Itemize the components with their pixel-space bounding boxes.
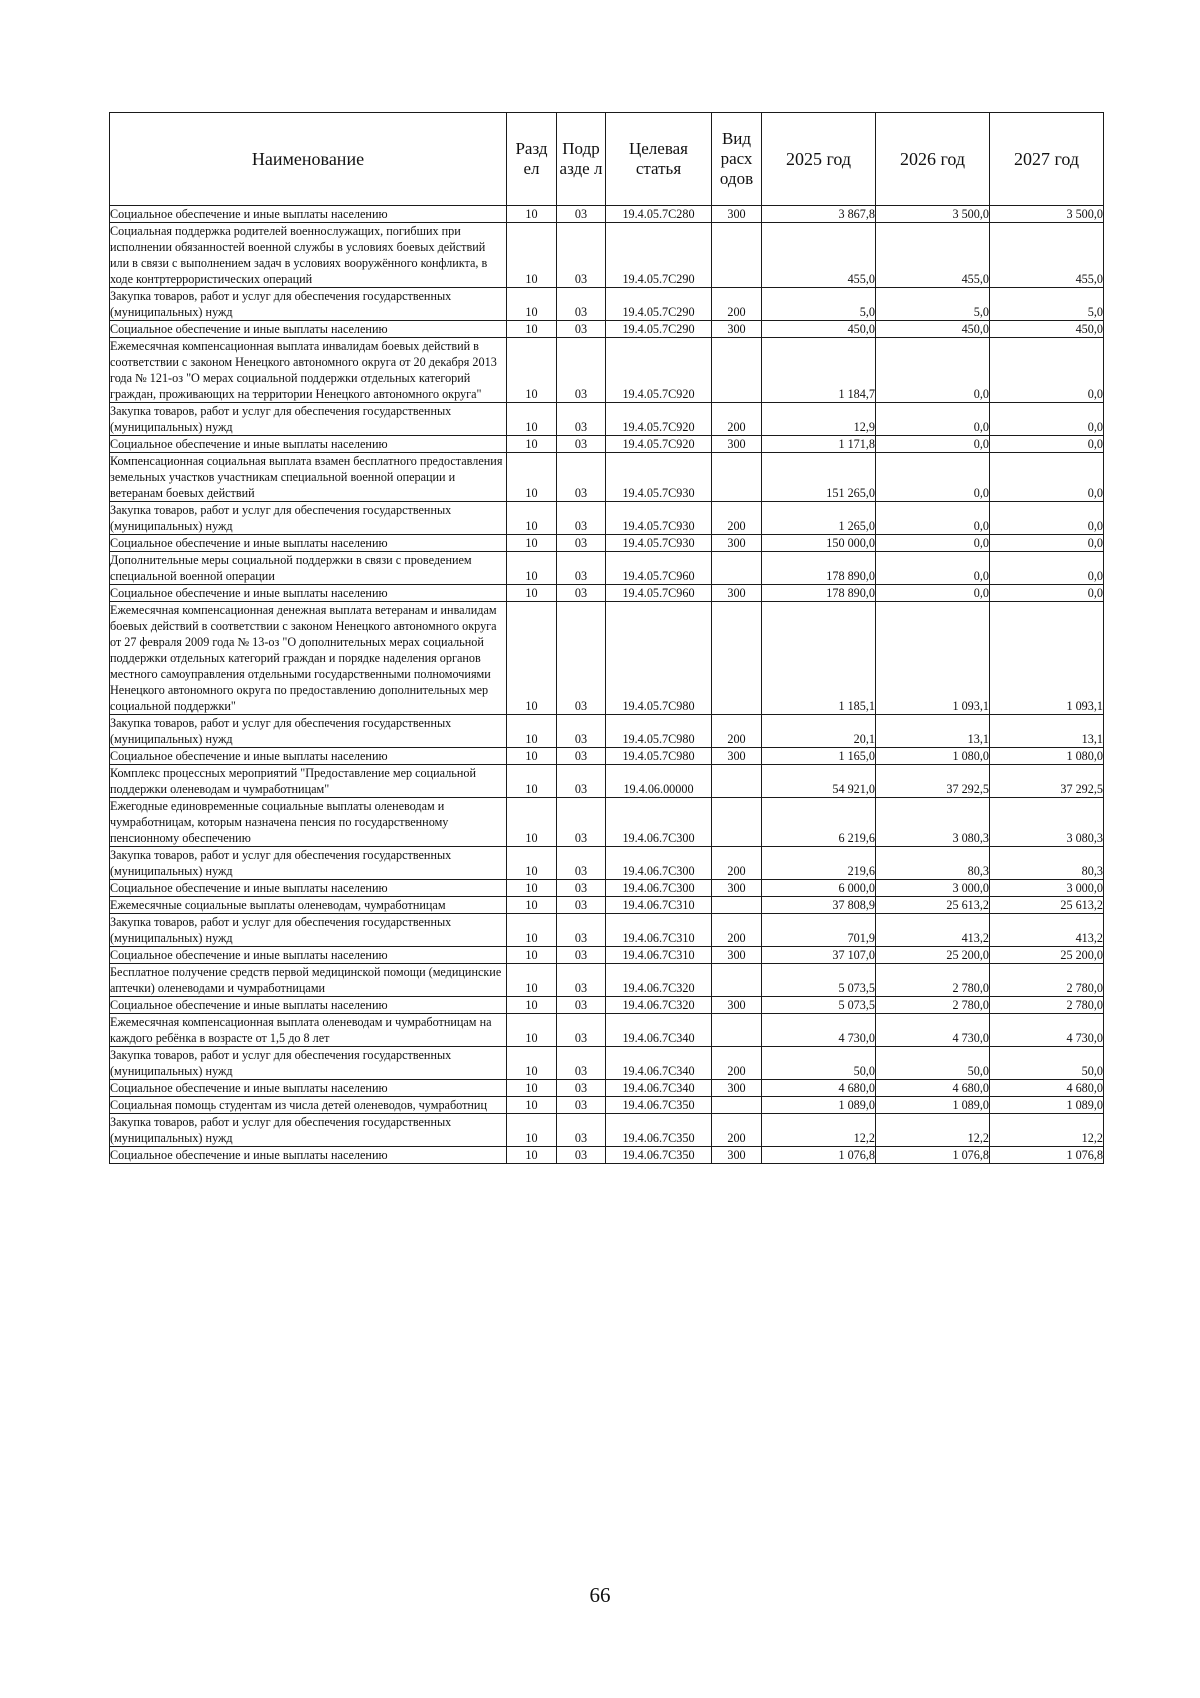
cell-subsection: 03 <box>557 223 606 288</box>
cell-subsection: 03 <box>557 914 606 947</box>
cell-2026: 25 200,0 <box>876 947 990 964</box>
cell-kind: 300 <box>712 748 762 765</box>
cell-2025: 1 265,0 <box>762 502 876 535</box>
cell-2027: 455,0 <box>990 223 1104 288</box>
cell-name: Социальное обеспечение и иные выплаты населению <box>110 880 507 897</box>
cell-2027: 1 076,8 <box>990 1147 1104 1164</box>
cell-kind <box>712 765 762 798</box>
cell-section: 10 <box>507 552 557 585</box>
cell-target: 19.4.05.7С290 <box>606 223 712 288</box>
cell-2027: 4 730,0 <box>990 1014 1104 1047</box>
cell-name: Ежемесячная компенсационная выплата оленеводам и чумработницам на каждого ребёнка в возрасте от 1,5 до 8 лет <box>110 1014 507 1047</box>
cell-section: 10 <box>507 223 557 288</box>
cell-section: 10 <box>507 453 557 502</box>
cell-2025: 37 808,9 <box>762 897 876 914</box>
cell-2025: 450,0 <box>762 321 876 338</box>
cell-2027: 1 089,0 <box>990 1097 1104 1114</box>
cell-kind: 300 <box>712 436 762 453</box>
cell-subsection: 03 <box>557 997 606 1014</box>
cell-kind: 200 <box>712 715 762 748</box>
cell-target: 19.4.06.7С350 <box>606 1114 712 1147</box>
cell-2027: 25 613,2 <box>990 897 1104 914</box>
cell-section: 10 <box>507 206 557 223</box>
cell-2027: 3 000,0 <box>990 880 1104 897</box>
cell-name: Ежегодные единовременные социальные выплаты оленеводам и чумработницам, которым назначена пенсия по государственному пенсионному обеспечению <box>110 798 507 847</box>
table-row <box>110 1147 1104 1164</box>
cell-kind: 200 <box>712 502 762 535</box>
cell-2025: 50,0 <box>762 1047 876 1080</box>
cell-2026: 2 780,0 <box>876 997 990 1014</box>
table-row <box>110 997 1104 1014</box>
cell-2027: 50,0 <box>990 1047 1104 1080</box>
cell-2027: 25 200,0 <box>990 947 1104 964</box>
cell-2025: 178 890,0 <box>762 585 876 602</box>
cell-2026: 0,0 <box>876 535 990 552</box>
cell-2025: 4 730,0 <box>762 1014 876 1047</box>
cell-subsection: 03 <box>557 403 606 436</box>
cell-2026: 50,0 <box>876 1047 990 1080</box>
cell-subsection: 03 <box>557 585 606 602</box>
page-number: 66 <box>589 1583 611 1607</box>
cell-target: 19.4.05.7С920 <box>606 403 712 436</box>
header-subsection: Подр азде л <box>557 113 606 206</box>
table-row <box>110 897 1104 914</box>
cell-target: 19.4.05.7С920 <box>606 338 712 403</box>
table-row <box>110 798 1104 847</box>
cell-2025: 219,6 <box>762 847 876 880</box>
header-target: Целевая статья <box>606 113 712 206</box>
cell-subsection: 03 <box>557 206 606 223</box>
cell-target: 19.4.05.7С290 <box>606 321 712 338</box>
cell-target: 19.4.05.7С980 <box>606 602 712 715</box>
cell-2025: 3 867,8 <box>762 206 876 223</box>
cell-target: 19.4.05.7С930 <box>606 453 712 502</box>
cell-2026: 0,0 <box>876 585 990 602</box>
cell-section: 10 <box>507 880 557 897</box>
cell-target: 19.4.06.7С340 <box>606 1047 712 1080</box>
cell-target: 19.4.06.7С310 <box>606 897 712 914</box>
cell-2026: 0,0 <box>876 453 990 502</box>
cell-target: 19.4.05.7С280 <box>606 206 712 223</box>
cell-2027: 2 780,0 <box>990 997 1104 1014</box>
cell-section: 10 <box>507 602 557 715</box>
cell-target: 19.4.06.7С320 <box>606 964 712 997</box>
cell-2027: 2 780,0 <box>990 964 1104 997</box>
cell-target: 19.4.06.7С300 <box>606 880 712 897</box>
cell-2025: 37 107,0 <box>762 947 876 964</box>
header-2026: 2026 год <box>876 113 990 206</box>
cell-kind: 300 <box>712 947 762 964</box>
table-row <box>110 715 1104 748</box>
budget-table <box>109 112 1104 1164</box>
cell-2026: 12,2 <box>876 1114 990 1147</box>
cell-name: Закупка товаров, работ и услуг для обеспечения государственных (муниципальных) нужд <box>110 403 507 436</box>
cell-target: 19.4.06.7С350 <box>606 1097 712 1114</box>
cell-subsection: 03 <box>557 602 606 715</box>
cell-section: 10 <box>507 585 557 602</box>
cell-target: 19.4.06.7С350 <box>606 1147 712 1164</box>
cell-2026: 1 089,0 <box>876 1097 990 1114</box>
cell-section: 10 <box>507 1014 557 1047</box>
cell-2026: 4 730,0 <box>876 1014 990 1047</box>
table-row <box>110 964 1104 997</box>
cell-2026: 0,0 <box>876 436 990 453</box>
cell-2026: 1 080,0 <box>876 748 990 765</box>
cell-name: Закупка товаров, работ и услуг для обеспечения государственных (муниципальных) нужд <box>110 502 507 535</box>
cell-2025: 701,9 <box>762 914 876 947</box>
cell-name: Социальная поддержка родителей военнослужащих, погибших при исполнении обязанностей военной службы в условиях боевых действий или в связи с выполнением задач в условиях вооружённого конфликта, в ходе контртеррористических операций <box>110 223 507 288</box>
header-2027: 2027 год <box>990 113 1104 206</box>
cell-name: Социальное обеспечение и иные выплаты населению <box>110 1080 507 1097</box>
cell-kind <box>712 1014 762 1047</box>
cell-name: Закупка товаров, работ и услуг для обеспечения государственных (муниципальных) нужд <box>110 715 507 748</box>
cell-kind <box>712 453 762 502</box>
cell-2027: 450,0 <box>990 321 1104 338</box>
cell-name: Компенсационная социальная выплата взамен бесплатного предоставления земельных участков участникам специальной военной операции и ветеранам боевых действий <box>110 453 507 502</box>
cell-2026: 413,2 <box>876 914 990 947</box>
cell-2026: 3 000,0 <box>876 880 990 897</box>
cell-2025: 151 265,0 <box>762 453 876 502</box>
cell-2027: 0,0 <box>990 436 1104 453</box>
cell-2025: 5 073,5 <box>762 964 876 997</box>
cell-2025: 5 073,5 <box>762 997 876 1014</box>
cell-2027: 0,0 <box>990 535 1104 552</box>
table-header-row <box>110 113 1104 206</box>
cell-kind: 300 <box>712 997 762 1014</box>
cell-kind: 200 <box>712 403 762 436</box>
table-row <box>110 502 1104 535</box>
cell-2026: 4 680,0 <box>876 1080 990 1097</box>
cell-target: 19.4.05.7С290 <box>606 288 712 321</box>
table-row <box>110 1014 1104 1047</box>
cell-name: Закупка товаров, работ и услуг для обеспечения государственных (муниципальных) нужд <box>110 847 507 880</box>
cell-name: Социальное обеспечение и иные выплаты населению <box>110 997 507 1014</box>
cell-kind <box>712 338 762 403</box>
cell-2025: 1 089,0 <box>762 1097 876 1114</box>
cell-name: Социальное обеспечение и иные выплаты населению <box>110 436 507 453</box>
cell-subsection: 03 <box>557 1097 606 1114</box>
cell-subsection: 03 <box>557 847 606 880</box>
cell-2027: 37 292,5 <box>990 765 1104 798</box>
cell-kind <box>712 602 762 715</box>
cell-target: 19.4.05.7С980 <box>606 715 712 748</box>
cell-kind: 200 <box>712 288 762 321</box>
cell-2026: 450,0 <box>876 321 990 338</box>
cell-name: Социальное обеспечение и иные выплаты населению <box>110 748 507 765</box>
cell-section: 10 <box>507 1047 557 1080</box>
table-row <box>110 453 1104 502</box>
cell-subsection: 03 <box>557 880 606 897</box>
cell-target: 19.4.05.7С930 <box>606 535 712 552</box>
cell-2025: 12,9 <box>762 403 876 436</box>
cell-section: 10 <box>507 765 557 798</box>
cell-2027: 0,0 <box>990 585 1104 602</box>
table-row <box>110 880 1104 897</box>
table-row <box>110 223 1104 288</box>
cell-2026: 3 080,3 <box>876 798 990 847</box>
cell-kind <box>712 223 762 288</box>
cell-target: 19.4.06.7С310 <box>606 914 712 947</box>
cell-target: 19.4.05.7С920 <box>606 436 712 453</box>
cell-2025: 178 890,0 <box>762 552 876 585</box>
cell-section: 10 <box>507 338 557 403</box>
cell-section: 10 <box>507 947 557 964</box>
cell-2026: 0,0 <box>876 502 990 535</box>
cell-section: 10 <box>507 847 557 880</box>
cell-kind: 300 <box>712 1080 762 1097</box>
cell-kind <box>712 798 762 847</box>
cell-2025: 54 921,0 <box>762 765 876 798</box>
header-section: Разд ел <box>507 113 557 206</box>
cell-2026: 455,0 <box>876 223 990 288</box>
cell-target: 19.4.06.7С300 <box>606 847 712 880</box>
cell-2025: 6 000,0 <box>762 880 876 897</box>
cell-target: 19.4.06.7С340 <box>606 1080 712 1097</box>
cell-name: Закупка товаров, работ и услуг для обеспечения государственных (муниципальных) нужд <box>110 914 507 947</box>
cell-2026: 80,3 <box>876 847 990 880</box>
cell-2026: 0,0 <box>876 552 990 585</box>
cell-2025: 1 165,0 <box>762 748 876 765</box>
cell-target: 19.4.05.7С960 <box>606 552 712 585</box>
cell-subsection: 03 <box>557 1080 606 1097</box>
cell-2027: 80,3 <box>990 847 1104 880</box>
cell-name: Закупка товаров, работ и услуг для обеспечения государственных (муниципальных) нужд <box>110 288 507 321</box>
cell-2026: 13,1 <box>876 715 990 748</box>
cell-section: 10 <box>507 1097 557 1114</box>
header-kind: Вид расх одов <box>712 113 762 206</box>
cell-kind: 300 <box>712 535 762 552</box>
header-2025: 2025 год <box>762 113 876 206</box>
cell-section: 10 <box>507 502 557 535</box>
cell-subsection: 03 <box>557 947 606 964</box>
cell-name: Социальное обеспечение и иные выплаты населению <box>110 535 507 552</box>
cell-kind <box>712 897 762 914</box>
cell-2025: 1 171,8 <box>762 436 876 453</box>
cell-2026: 1 093,1 <box>876 602 990 715</box>
cell-2025: 1 185,1 <box>762 602 876 715</box>
table-row <box>110 535 1104 552</box>
cell-subsection: 03 <box>557 1047 606 1080</box>
cell-name: Социальная помощь студентам из числа детей оленеводов, чумработниц <box>110 1097 507 1114</box>
cell-2025: 1 076,8 <box>762 1147 876 1164</box>
cell-target: 19.4.05.7С930 <box>606 502 712 535</box>
cell-kind: 200 <box>712 847 762 880</box>
cell-kind: 200 <box>712 1114 762 1147</box>
cell-name: Закупка товаров, работ и услуг для обеспечения государственных (муниципальных) нужд <box>110 1047 507 1080</box>
cell-section: 10 <box>507 1147 557 1164</box>
cell-kind <box>712 964 762 997</box>
cell-kind <box>712 1097 762 1114</box>
cell-2027: 1 093,1 <box>990 602 1104 715</box>
cell-section: 10 <box>507 748 557 765</box>
cell-subsection: 03 <box>557 897 606 914</box>
cell-subsection: 03 <box>557 1114 606 1147</box>
cell-subsection: 03 <box>557 798 606 847</box>
cell-subsection: 03 <box>557 1014 606 1047</box>
cell-target: 19.4.06.7С340 <box>606 1014 712 1047</box>
cell-name: Социальное обеспечение и иные выплаты населению <box>110 1147 507 1164</box>
cell-kind: 300 <box>712 880 762 897</box>
cell-subsection: 03 <box>557 552 606 585</box>
cell-subsection: 03 <box>557 748 606 765</box>
cell-kind: 300 <box>712 1147 762 1164</box>
table-row <box>110 748 1104 765</box>
cell-subsection: 03 <box>557 321 606 338</box>
cell-subsection: 03 <box>557 338 606 403</box>
cell-subsection: 03 <box>557 1147 606 1164</box>
table-body <box>110 206 1104 1164</box>
cell-2027: 12,2 <box>990 1114 1104 1147</box>
cell-2027: 1 080,0 <box>990 748 1104 765</box>
cell-section: 10 <box>507 798 557 847</box>
cell-kind: 200 <box>712 1047 762 1080</box>
cell-name: Ежемесячная компенсационная денежная выплата ветеранам и инвалидам боевых действий в соответствии с законом Ненецкого автономного округа от 27 февраля 2009 года № 13-оз "О дополнительных мерах социальной поддержки отдельных категорий граждан и порядке наделения органов местного самоуправления отдельными государственными полномочиями Ненецкого автономного округа по предоставлению дополнительных мер социальной поддержки" <box>110 602 507 715</box>
table-row <box>110 1047 1104 1080</box>
cell-name: Ежемесячные социальные выплаты оленеводам, чумработницам <box>110 897 507 914</box>
table-row <box>110 1097 1104 1114</box>
cell-target: 19.4.06.7С300 <box>606 798 712 847</box>
cell-subsection: 03 <box>557 453 606 502</box>
cell-target: 19.4.06.7С310 <box>606 947 712 964</box>
cell-2027: 0,0 <box>990 552 1104 585</box>
cell-section: 10 <box>507 1114 557 1147</box>
cell-name: Ежемесячная компенсационная выплата инвалидам боевых действий в соответствии с законом Ненецкого автономного округа от 20 декабря 2013 года № 121-оз "О мерах социальной поддержки отдельных категорий граждан, проживающих на территории Ненецкого автономного округа" <box>110 338 507 403</box>
cell-2027: 13,1 <box>990 715 1104 748</box>
cell-name: Бесплатное получение средств первой медицинской помощи (медицинские аптечки) оленеводами и чумработницами <box>110 964 507 997</box>
cell-2025: 1 184,7 <box>762 338 876 403</box>
cell-2027: 0,0 <box>990 338 1104 403</box>
cell-target: 19.4.06.7С320 <box>606 997 712 1014</box>
cell-kind: 300 <box>712 321 762 338</box>
table-row <box>110 338 1104 403</box>
table-row <box>110 585 1104 602</box>
cell-name: Дополнительные меры социальной поддержки в связи с проведением специальной военной операции <box>110 552 507 585</box>
table-row <box>110 552 1104 585</box>
cell-subsection: 03 <box>557 535 606 552</box>
table-row <box>110 206 1104 223</box>
table-row <box>110 602 1104 715</box>
cell-2026: 1 076,8 <box>876 1147 990 1164</box>
cell-section: 10 <box>507 288 557 321</box>
cell-section: 10 <box>507 715 557 748</box>
cell-2027: 4 680,0 <box>990 1080 1104 1097</box>
cell-2026: 0,0 <box>876 403 990 436</box>
cell-name: Социальное обеспечение и иные выплаты населению <box>110 321 507 338</box>
table-row <box>110 1114 1104 1147</box>
cell-name: Социальное обеспечение и иные выплаты населению <box>110 947 507 964</box>
cell-section: 10 <box>507 403 557 436</box>
cell-name: Социальное обеспечение и иные выплаты населению <box>110 585 507 602</box>
cell-name: Закупка товаров, работ и услуг для обеспечения государственных (муниципальных) нужд <box>110 1114 507 1147</box>
table-row <box>110 436 1104 453</box>
cell-2026: 5,0 <box>876 288 990 321</box>
cell-2025: 12,2 <box>762 1114 876 1147</box>
cell-2027: 413,2 <box>990 914 1104 947</box>
header-name: Наименование <box>110 113 507 206</box>
table-row <box>110 321 1104 338</box>
table-row <box>110 847 1104 880</box>
cell-2026: 25 613,2 <box>876 897 990 914</box>
cell-name: Комплекс процессных мероприятий "Предоставление мер социальной поддержки оленеводам и чумработницам" <box>110 765 507 798</box>
cell-2027: 0,0 <box>990 453 1104 502</box>
cell-2027: 3 080,3 <box>990 798 1104 847</box>
table-row <box>110 403 1104 436</box>
cell-target: 19.4.05.7С960 <box>606 585 712 602</box>
cell-subsection: 03 <box>557 765 606 798</box>
cell-2025: 150 000,0 <box>762 535 876 552</box>
cell-2025: 5,0 <box>762 288 876 321</box>
cell-section: 10 <box>507 1080 557 1097</box>
cell-target: 19.4.06.00000 <box>606 765 712 798</box>
cell-2026: 0,0 <box>876 338 990 403</box>
cell-section: 10 <box>507 997 557 1014</box>
cell-2027: 0,0 <box>990 403 1104 436</box>
cell-subsection: 03 <box>557 715 606 748</box>
cell-section: 10 <box>507 964 557 997</box>
table-row <box>110 1080 1104 1097</box>
cell-2025: 6 219,6 <box>762 798 876 847</box>
cell-subsection: 03 <box>557 288 606 321</box>
cell-section: 10 <box>507 436 557 453</box>
table-row <box>110 765 1104 798</box>
cell-kind: 300 <box>712 585 762 602</box>
cell-section: 10 <box>507 914 557 947</box>
cell-2026: 37 292,5 <box>876 765 990 798</box>
cell-section: 10 <box>507 897 557 914</box>
table-row <box>110 288 1104 321</box>
table-row <box>110 947 1104 964</box>
cell-2025: 20,1 <box>762 715 876 748</box>
cell-section: 10 <box>507 535 557 552</box>
cell-2027: 3 500,0 <box>990 206 1104 223</box>
cell-kind: 300 <box>712 206 762 223</box>
cell-subsection: 03 <box>557 436 606 453</box>
cell-kind: 200 <box>712 914 762 947</box>
cell-2027: 0,0 <box>990 502 1104 535</box>
cell-2026: 3 500,0 <box>876 206 990 223</box>
cell-kind <box>712 552 762 585</box>
cell-section: 10 <box>507 321 557 338</box>
cell-name: Социальное обеспечение и иные выплаты населению <box>110 206 507 223</box>
table-row <box>110 914 1104 947</box>
cell-subsection: 03 <box>557 502 606 535</box>
cell-2027: 5,0 <box>990 288 1104 321</box>
cell-2026: 2 780,0 <box>876 964 990 997</box>
cell-subsection: 03 <box>557 964 606 997</box>
cell-2025: 4 680,0 <box>762 1080 876 1097</box>
cell-target: 19.4.05.7С980 <box>606 748 712 765</box>
cell-2025: 455,0 <box>762 223 876 288</box>
